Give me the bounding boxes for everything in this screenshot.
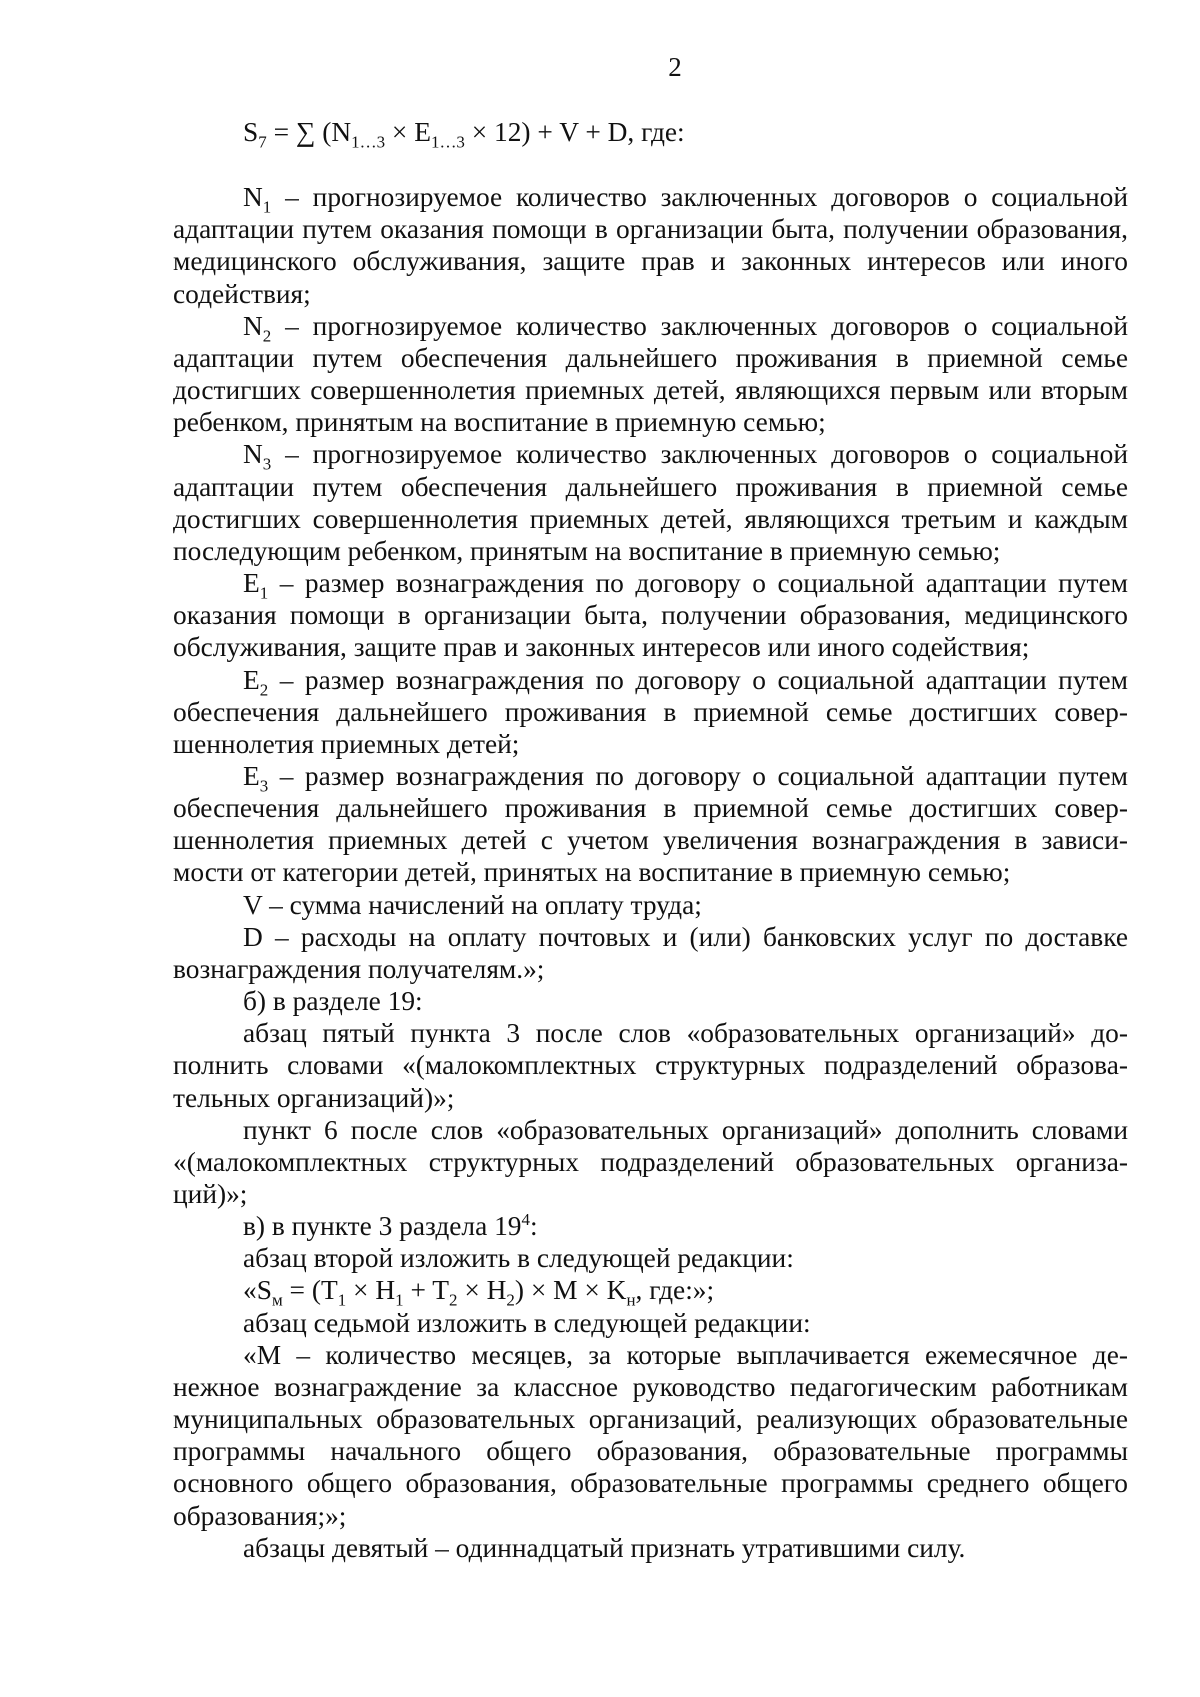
page-number (0, 52, 1200, 82)
definition-n1: $N_1$ – прогнозируемое количество заключенных договоров о социальной адаптации путем оказания помощи в организации быта, получении образования, медицинского обслуживания, защите прав и законных интересов или иного содействия; (173, 182, 1128, 309)
definition-n3: $N_3$ – прогнозируемое количество заключенных договоров о социальной адаптации путем обеспечения дальнейшего проживания в приемной семье достигших совершеннолетия приемных детей, являющихся третьим и каждым последующим ребенком, принятым на воспитание в приемную семью; (173, 439, 1128, 566)
definition-d: D – расходы на оплату почтовых и (или) банковских услуг по доставке вознаграждения получателям.»; (173, 921, 1128, 984)
definition-m: «M – количество месяцев, за которые выплачивается ежемесячное денежное вознаграждение за классное руководство педагогическим работникам муниципальных образовательных организаций, реализующих образовательные программы начального общего образования, образовательные программы основного общего образования, образовательные программы среднего общего образования;»; (173, 1339, 1128, 1531)
amendment-abzac-7: абзац седьмой изложить в следующей редакции: (243, 1307, 811, 1338)
amendment-abzac-5: абзац пятый пункта 3 после слов «образовательных организаций» дополнить словами «(малокомплектных структурных подразделений образовательных организаций)»; (173, 1018, 1128, 1113)
amendment-abzac-2: абзац второй изложить в следующей редакции: (243, 1243, 794, 1274)
subitem-v-punkt-3: в) в пункте 3 раздела $19^4$: (243, 1210, 538, 1242)
definition-n2: $N_2$ – прогнозируемое количество заключенных договоров о социальной адаптации путем обеспечения дальнейшего проживания в приемной семье достигших совершеннолетия приемных детей, являющихся первым или вторым ребенком, принятым на воспитание в приемную семью; (173, 310, 1128, 438)
amendment-abzac-9-11: абзацы девятый – одиннадцатый признать утратившими силу. (243, 1532, 966, 1563)
formula-sm: «$S_м = (T_1 \times H_1 + T_2 \times H_2) \times M \times K_н$, где:»; (243, 1275, 715, 1310)
definition-v: V – сумма начислений на оплату труда; (243, 889, 702, 920)
amendment-punkt-6: пункт 6 после слов «образовательных организаций» дополнить словами «(малокомплектных структурных подразделений образовательных организаций)»; (173, 1114, 1128, 1209)
formula-s7: $S_7$ = ∑ $(N_{1\dots 3} \times E_{1\dots 3} \times 12) + V + D$, где: (243, 117, 685, 152)
definition-e3: $E_3$ – размер вознаграждения по договору о социальной адаптации путем обеспечения дальнейшего проживания в приемной семье достигших совершеннолетия приемных детей с учетом увеличения вознаграждения в зависимости от категории детей, принятых на воспитание в приемную семью; (173, 760, 1128, 888)
definition-e1: $E_1$ – размер вознаграждения по договору о социальной адаптации путем оказания помощи в организации быта, получении образования, медицинского обслуживания, защите прав и законных интересов или иного содействия; (173, 568, 1128, 663)
page-number-value: 2 (668, 52, 682, 82)
document-body (173, 116, 1128, 1564)
definition-e2: $E_2$ – размер вознаграждения по договору о социальной адаптации путем обеспечения дальнейшего проживания в приемной семье достигших совершеннолетия приемных детей; (173, 664, 1128, 759)
subitem-b-section-19: б) в разделе 19: (243, 986, 423, 1017)
